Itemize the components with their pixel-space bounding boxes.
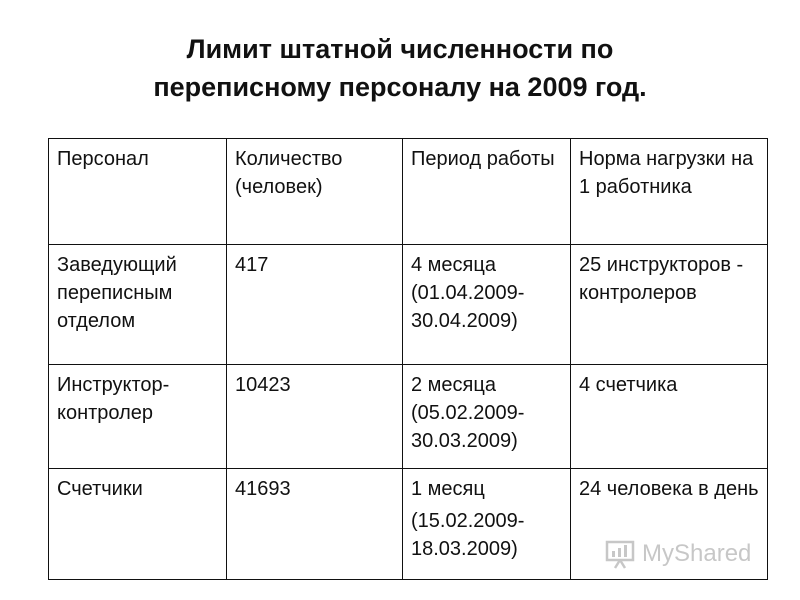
cell-quantity: 41693 — [227, 469, 403, 580]
cell-norm: 24 человека в день — [571, 469, 768, 580]
cell-norm: 4 счетчика — [571, 365, 768, 469]
period-duration: 4 месяца — [411, 254, 496, 276]
period-dates: (15.02.2009-18.03.2009) — [411, 510, 525, 560]
page-title-line-1: Лимит штатной численности по — [186, 34, 614, 64]
cell-personnel: Инструктор-контролер — [49, 365, 227, 469]
period-duration: 2 месяца — [411, 374, 496, 396]
table-header-row — [49, 139, 768, 245]
column-header-norm: Норма нагрузки на 1 работника — [571, 139, 768, 245]
cell-period — [403, 469, 571, 580]
myshared-watermark — [604, 537, 774, 571]
column-header-personnel: Персонал — [49, 139, 227, 245]
column-header-period: Период работы — [403, 139, 571, 245]
cell-period — [403, 365, 571, 469]
watermark-text: MyShared — [642, 540, 752, 567]
period-dates: (05.02.2009-30.03.2009) — [411, 402, 525, 452]
cell-norm: 25 инструкторов - контролеров — [571, 245, 768, 365]
cell-quantity: 417 — [227, 245, 403, 365]
cell-period — [403, 245, 571, 365]
cell-personnel: Счетчики — [49, 469, 227, 580]
period-duration: 1 месяц — [411, 478, 485, 500]
period-dates: (01.04.2009-30.04.2009) — [411, 282, 525, 332]
presentation-board-icon — [604, 539, 636, 569]
table-row — [49, 245, 768, 365]
page-title-line-2: переписному персоналу на 2009 год. — [153, 72, 647, 102]
cell-quantity: 10423 — [227, 365, 403, 469]
page-title — [0, 30, 800, 106]
column-header-quantity: Количество (человек) — [227, 139, 403, 245]
table-row — [49, 365, 768, 469]
staff-limit-table — [48, 138, 768, 580]
cell-personnel: Заведующий переписным отделом — [49, 245, 227, 365]
